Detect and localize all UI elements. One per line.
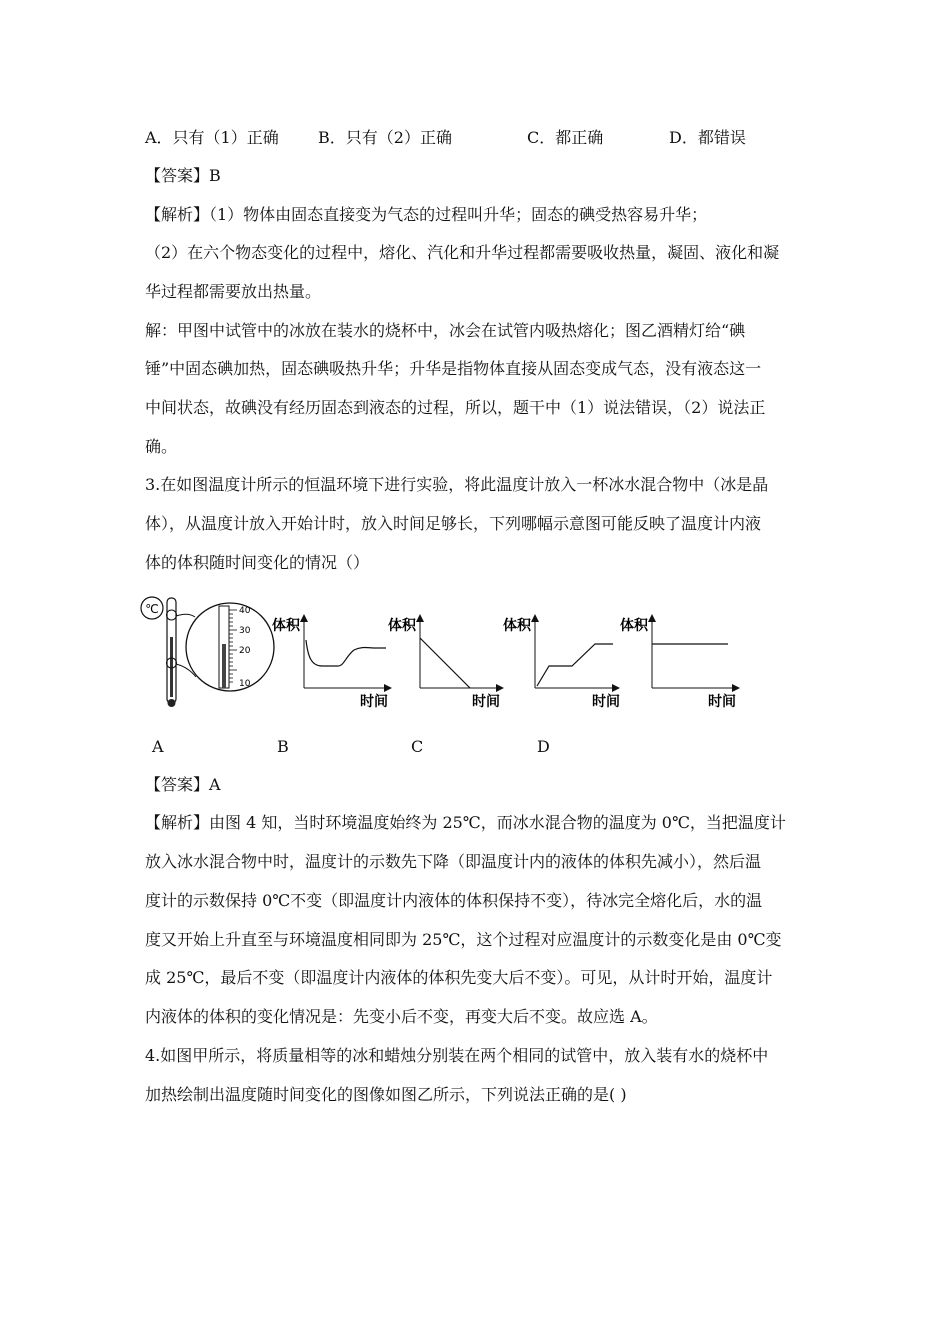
graph-b — [388, 616, 502, 710]
q2-analysis-line: 【解析】（1）物体由固态直接变为气态的过程叫升华；固态的碘受热容易升华； — [145, 205, 708, 224]
curve-c — [537, 644, 613, 686]
q3-stem-line: 体的体积随时间变化的情况（） — [145, 553, 370, 572]
x-axis-label: 时间 — [360, 694, 388, 710]
graph-c — [503, 616, 620, 710]
q2-answer: 【答案】B — [145, 166, 221, 185]
q3-answer: 【答案】A — [145, 775, 221, 794]
scale-tick-label: 40 — [239, 606, 251, 616]
q3-figure — [140, 592, 760, 722]
x-axis-label: 时间 — [708, 694, 736, 710]
scale-tick-label: 20 — [239, 646, 251, 656]
q3-analysis-line: 内液体的体积的变化情况是：先变小后不变，再变大后不变。故应选 A。 — [145, 1007, 658, 1026]
option-d: D．都错误 — [669, 128, 746, 147]
scale-tick-label: 30 — [239, 626, 251, 636]
q2-analysis-line: 华过程都需要放出热量。 — [145, 282, 322, 301]
q4-stem-line: 加热绘制出温度随时间变化的图像如图乙所示，下列说法正确的是( ) — [145, 1085, 627, 1104]
x-axis-label: 时间 — [592, 694, 620, 710]
y-axis-label: 体积 — [503, 618, 531, 634]
y-axis-label: 体积 — [388, 618, 416, 634]
q3-stem-line: 3.在如图温度计所示的恒温环境下进行实验，将此温度计放入一杯冰水混合物中（冰是晶 — [145, 475, 769, 494]
q4-stem-line: 4.如图甲所示，将质量相等的冰和蜡烛分别装在两个相同的试管中，放入装有水的烧杯中 — [145, 1046, 769, 1065]
q3-analysis-line: 成 25℃，最后不变（即温度计内液体的体积先变大后不变）。可见，从计时开始，温度计 — [145, 968, 773, 987]
q3-stem-line: 体），从温度计放入开始计时，放入时间足够长，下列哪幅示意图可能反映了温度计内液 — [145, 514, 762, 533]
graph-a — [272, 616, 390, 710]
q2-analysis-line: 锤”中固态碘加热，固态碘吸热升华；升华是指物体直接从固态变成气态，没有液态这一 — [145, 359, 762, 378]
thermometer-magnified-scale — [186, 603, 274, 691]
q3-analysis-line: 度计的示数保持 0℃不变（即温度计内液体的体积保持不变），待冰完全熔化后，水的温 — [145, 891, 763, 910]
q3-analysis-line: 度又开始上升直至与环境温度相同即为 25℃，这个过程对应温度计的示数变化是由 0℃变 — [145, 930, 782, 949]
choice-label-c: C — [411, 737, 424, 756]
q2-analysis-line: 解：甲图中试管中的冰放在装水的烧杯中，冰会在试管内吸热熔化；图乙酒精灯给“碘 — [145, 321, 746, 340]
q2-analysis-line: 中间状态，故碘没有经历固态到液态的过程，所以，题干中（1）说法错误，（2）说法正 — [145, 398, 766, 417]
curve-a — [306, 640, 386, 666]
q3-figure-svg — [140, 592, 760, 722]
option-a: A．只有（1）正确 — [145, 128, 279, 147]
choice-label-b: B — [277, 737, 289, 756]
unit-symbol: ℃ — [145, 602, 159, 616]
scale-tick-label: 10 — [239, 679, 251, 689]
choice-label-a: A — [152, 737, 164, 756]
q3-analysis-line: 放入冰水混合物中时，温度计的示数先下降（即温度计内的液体的体积先减小），然后温 — [145, 852, 762, 871]
graph-d — [620, 616, 738, 710]
x-axis-label: 时间 — [472, 694, 500, 710]
y-axis-label: 体积 — [620, 618, 648, 634]
curve-b — [420, 638, 470, 688]
q3-analysis-line: 【解析】由图 4 知，当时环境温度始终为 25℃，而冰水混合物的温度为 0℃，当把温度计 — [145, 813, 786, 832]
y-axis-label: 体积 — [272, 618, 300, 634]
q2-analysis-line: （2）在六个物态变化的过程中，熔化、汽化和升华过程都需要吸收热量，凝固、液化和凝 — [145, 243, 780, 262]
q2-analysis-line: 确。 — [145, 437, 178, 456]
choice-label-d: D — [537, 737, 550, 756]
option-b: B．只有（2）正确 — [318, 128, 452, 147]
option-c: C．都正确 — [527, 128, 604, 147]
